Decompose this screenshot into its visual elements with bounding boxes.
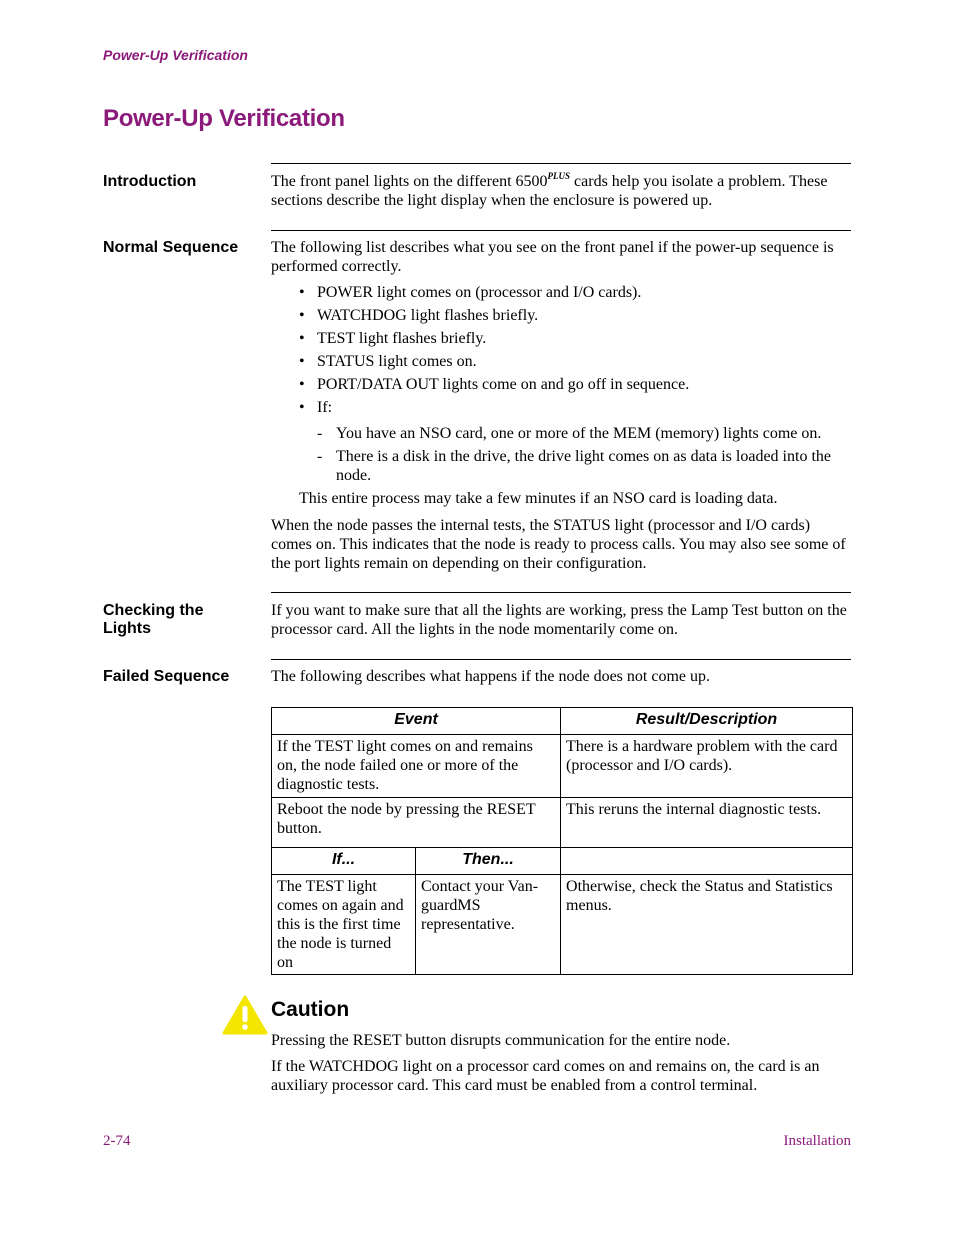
sub-list-item: - There is a disk in the drive, the drive light comes on as data is loaded into the node. <box>317 447 841 485</box>
section-divider <box>271 230 851 231</box>
event-cell: If the TEST light comes on and remains on, the node failed one or more of the diagnostic tests. <box>272 735 561 798</box>
process-note: This entire process may take a few minutes if an NSO card is loading data. <box>299 490 778 507</box>
failed-sequence-heading: Failed Sequence <box>103 668 230 685</box>
table-row <box>272 735 853 798</box>
table-row <box>272 875 853 975</box>
result-cell: There is a hardware problem with the card (processor and I/O cards). <box>561 735 853 798</box>
checking-lights-text: If you want to make sure that all the lights are working, press the Lamp Test button on the processor card. All the lights in the node momentarily come on. <box>271 602 847 638</box>
introduction-text <box>271 172 853 210</box>
normal-sequence-heading: Normal Sequence <box>103 239 239 256</box>
caution-text: Pressing the RESET button disrupts communication for the entire node. <box>271 1032 731 1049</box>
result-column-header: Result/Description <box>561 708 853 735</box>
watchdog-text: If the WATCHDOG light on a processor card comes on and remains on, the card is an auxiliary processor card. This card must be enabled from a control terminal. <box>271 1058 820 1094</box>
failed-sequence-table <box>271 707 853 975</box>
section-divider <box>271 592 851 593</box>
normal-sequence-intro: The following list describes what you see on the front panel if the power-up sequence is performed correctly. <box>271 239 834 275</box>
normal-sequence-list <box>299 283 859 421</box>
chapter-name: Installation <box>783 1133 851 1149</box>
if-column-header: If... <box>272 848 416 875</box>
section-divider <box>271 659 851 660</box>
page-number: 2-74 <box>103 1133 131 1149</box>
warning-triangle-icon <box>222 995 268 1035</box>
section-divider <box>271 163 851 164</box>
table-row <box>272 798 853 848</box>
introduction-text-start: The front panel lights on the different 6500 <box>271 173 548 190</box>
list-item: • PORT/DATA OUT lights come on and go off in sequence. <box>299 375 859 394</box>
list-item: • TEST light flashes briefly. <box>299 329 859 348</box>
page-title: Power-Up Verification <box>103 105 345 132</box>
failed-sequence-text: The following describes what happens if the node does not come up. <box>271 668 710 685</box>
plus-superscript: PLUS <box>547 171 571 181</box>
table-header-row <box>272 708 853 735</box>
otherwise-cell: Otherwise, check the Status and Statistics menus. <box>561 875 853 975</box>
introduction-heading: Introduction <box>103 173 197 190</box>
list-item: • If: <box>299 398 859 417</box>
caution-title: Caution <box>271 998 350 1021</box>
event-column-header: Event <box>272 708 561 735</box>
result-cell: This reruns the internal diagnostic tests. <box>561 798 853 848</box>
list-item: • POWER light comes on (processor and I/O cards). <box>299 283 859 302</box>
then-column-header: Then... <box>416 848 561 875</box>
normal-sequence-closing: When the node passes the internal tests, the STATUS light (processor and I/O cards) comes on. This indicates that the node is ready to process calls. You may also see some of the port lights remain on depending on their configuration. <box>271 517 846 572</box>
introduction-text-end: cards help you isolate a problem. These sections describe the light display when the enclosure is powered up. <box>271 173 828 209</box>
checking-lights-heading: Checking the Lights <box>103 602 204 637</box>
list-item: • WATCHDOG light flashes briefly. <box>299 306 859 325</box>
condition-sublist <box>317 424 857 489</box>
list-item: • STATUS light comes on. <box>299 352 859 371</box>
sub-list-item: - You have an NSO card, one or more of the MEM (memory) lights come on. <box>317 424 857 443</box>
then-cell: Contact your Van-guardMS representative. <box>416 875 561 975</box>
if-cell: The TEST light comes on again and this is the first time the node is turned on <box>272 875 416 975</box>
event-cell: Reboot the node by pressing the RESET button. <box>272 798 561 848</box>
running-head: Power-Up Verification <box>103 47 248 63</box>
empty-header-cell <box>561 848 853 875</box>
if-then-header-row <box>272 848 853 875</box>
